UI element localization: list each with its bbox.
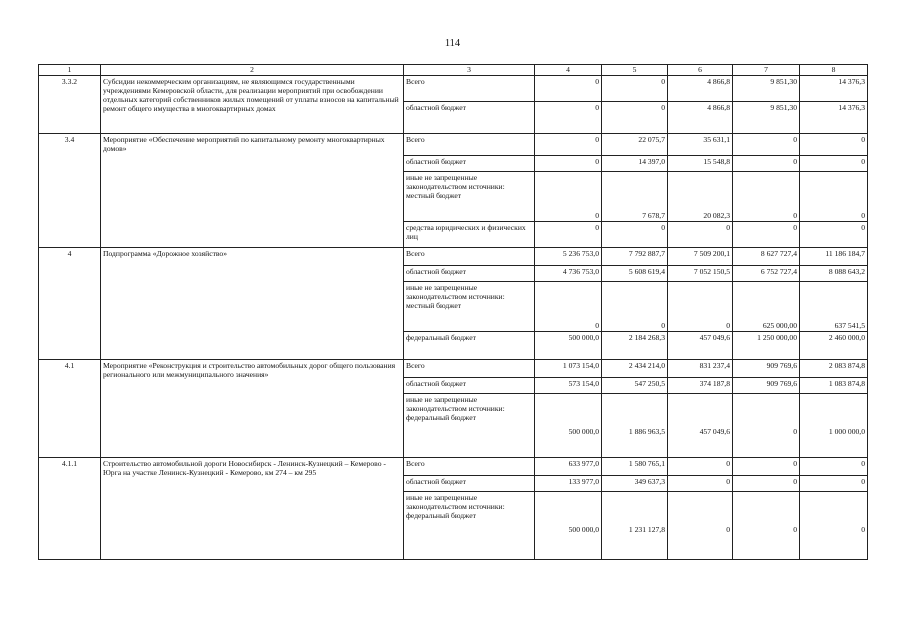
value-cell: 1 000 000,0 <box>800 394 868 458</box>
value-cell: 0 <box>535 222 602 248</box>
value-cell: 500 000,0 <box>535 332 602 360</box>
value-cell: 1 083 874,8 <box>800 378 868 394</box>
value-cell: 14 376,3 <box>800 102 868 134</box>
value-cell: 1 580 765,1 <box>602 458 668 476</box>
value-cell: 0 <box>535 172 602 222</box>
local-budget-label: местный бюджет <box>406 191 462 201</box>
table-row <box>39 248 868 266</box>
local-budget-label: местный бюджет <box>406 301 462 311</box>
federal-budget-label: федеральный бюджет <box>406 413 476 423</box>
value-cell: 457 049,6 <box>668 394 733 458</box>
value-cell: 0 <box>535 102 602 134</box>
value-cell: 0 <box>800 476 868 492</box>
other-sources-label: иные не запрещенные законодательством источники: <box>406 283 505 302</box>
value-cell: 5 236 753,0 <box>535 248 602 266</box>
row-name: Строительство автомобильной дороги Новосибирск - Ленинск-Кузнецкий – Кемерово - Юрга на участке Ленинск-Кузнецкий - Кемерово, км 274 – км 295 <box>101 458 404 560</box>
source-label: Всего <box>404 134 535 156</box>
value-cell: 1 073 154,0 <box>535 360 602 378</box>
federal-budget-label: федеральный бюджет <box>406 511 476 521</box>
value-cell: 0 <box>668 492 733 560</box>
value-cell: 0 <box>733 492 800 560</box>
value-cell: 0 <box>602 102 668 134</box>
source-label <box>404 172 535 222</box>
row-code: 4.1 <box>39 360 101 458</box>
value-cell: 633 977,0 <box>535 458 602 476</box>
value-cell: 7 792 887,7 <box>602 248 668 266</box>
value-cell: 0 <box>800 172 868 222</box>
value-cell: 0 <box>535 282 602 332</box>
row-code: 4.1.1 <box>39 458 101 560</box>
value-cell: 0 <box>535 134 602 156</box>
source-label: Всего <box>404 76 535 102</box>
table-row <box>39 134 868 156</box>
value-cell: 0 <box>800 492 868 560</box>
value-cell: 1 886 963,5 <box>602 394 668 458</box>
value-cell: 0 <box>733 156 800 172</box>
row-code: 3.4 <box>39 134 101 248</box>
table-row <box>39 458 868 476</box>
row-name: Подпрограмма «Дорожное хозяйство» <box>101 248 404 360</box>
column-number: 8 <box>800 65 868 76</box>
value-cell: 7 509 200,1 <box>668 248 733 266</box>
source-label: средства юридических и физических лиц <box>404 222 535 248</box>
value-cell: 15 548,8 <box>668 156 733 172</box>
table-row <box>39 360 868 378</box>
value-cell: 22 075,7 <box>602 134 668 156</box>
table-row <box>39 76 868 102</box>
value-cell: 9 851,30 <box>733 76 800 102</box>
value-cell: 547 250,5 <box>602 378 668 394</box>
page-number: 114 <box>444 38 461 49</box>
other-sources-label: иные не запрещенные законодательством источники: <box>406 173 505 192</box>
value-cell: 0 <box>668 222 733 248</box>
value-cell: 6 752 727,4 <box>733 266 800 282</box>
value-cell: 0 <box>668 282 733 332</box>
value-cell: 133 977,0 <box>535 476 602 492</box>
source-label: Всего <box>404 248 535 266</box>
value-cell: 2 184 268,3 <box>602 332 668 360</box>
column-number: 1 <box>39 65 101 76</box>
value-cell: 4 866,8 <box>668 102 733 134</box>
value-cell: 0 <box>800 222 868 248</box>
value-cell: 0 <box>800 134 868 156</box>
value-cell: 2 083 874,8 <box>800 360 868 378</box>
value-cell: 500 000,0 <box>535 394 602 458</box>
other-sources-label: иные не запрещенные законодательством источники: <box>406 395 505 414</box>
column-number: 2 <box>101 65 404 76</box>
value-cell: 8 088 643,2 <box>800 266 868 282</box>
column-number: 3 <box>404 65 535 76</box>
value-cell: 20 082,3 <box>668 172 733 222</box>
source-label: Всего <box>404 360 535 378</box>
source-label: областной бюджет <box>404 476 535 492</box>
source-label: областной бюджет <box>404 102 535 134</box>
value-cell: 5 608 619,4 <box>602 266 668 282</box>
value-cell: 0 <box>668 458 733 476</box>
value-cell: 11 186 184,7 <box>800 248 868 266</box>
value-cell: 1 231 127,8 <box>602 492 668 560</box>
column-number-row <box>39 65 868 76</box>
column-number: 7 <box>733 65 800 76</box>
column-number: 6 <box>668 65 733 76</box>
value-cell: 0 <box>733 172 800 222</box>
row-name: Мероприятие «Реконструкция и строительство автомобильных дорог общего пользования регионального или межмуниципального значения» <box>101 360 404 458</box>
value-cell: 35 631,1 <box>668 134 733 156</box>
value-cell: 0 <box>800 458 868 476</box>
value-cell: 0 <box>733 394 800 458</box>
source-label: областной бюджет <box>404 378 535 394</box>
source-label: областной бюджет <box>404 156 535 172</box>
value-cell: 0 <box>535 156 602 172</box>
value-cell: 909 769,6 <box>733 378 800 394</box>
value-cell: 637 541,5 <box>800 282 868 332</box>
value-cell: 625 000,00 <box>733 282 800 332</box>
value-cell: 14 397,0 <box>602 156 668 172</box>
source-label <box>404 394 535 458</box>
column-number: 4 <box>535 65 602 76</box>
budget-table <box>38 64 868 560</box>
value-cell: 8 627 727,4 <box>733 248 800 266</box>
value-cell: 0 <box>668 476 733 492</box>
value-cell: 1 250 000,00 <box>733 332 800 360</box>
value-cell: 831 237,4 <box>668 360 733 378</box>
value-cell: 0 <box>535 76 602 102</box>
value-cell: 0 <box>733 134 800 156</box>
row-name: Мероприятие «Обеспечение мероприятий по капитальному ремонту многоквартирных домов» <box>101 134 404 248</box>
value-cell: 500 000,0 <box>535 492 602 560</box>
value-cell: 4 866,8 <box>668 76 733 102</box>
value-cell: 14 376,3 <box>800 76 868 102</box>
value-cell: 0 <box>602 282 668 332</box>
column-number: 5 <box>602 65 668 76</box>
value-cell: 374 187,8 <box>668 378 733 394</box>
value-cell: 457 049,6 <box>668 332 733 360</box>
source-label: федеральный бюджет <box>404 332 535 360</box>
row-name: Субсидии некоммерческим организациям, не являющимся государственными учреждениями Кемеровской области, для реализации мероприятий при освобождении отдельных категорий собственников жилых помещений от уплаты взносов на капитальный ремонт общего имущества в многоквартирных домах <box>101 76 404 134</box>
row-code: 4 <box>39 248 101 360</box>
value-cell: 573 154,0 <box>535 378 602 394</box>
source-label: областной бюджет <box>404 266 535 282</box>
value-cell: 0 <box>602 222 668 248</box>
row-code: 3.3.2 <box>39 76 101 134</box>
value-cell: 0 <box>800 156 868 172</box>
source-label <box>404 282 535 332</box>
value-cell: 9 851,30 <box>733 102 800 134</box>
value-cell: 0 <box>733 222 800 248</box>
value-cell: 0 <box>602 76 668 102</box>
value-cell: 7 052 150,5 <box>668 266 733 282</box>
value-cell: 0 <box>733 476 800 492</box>
value-cell: 0 <box>733 458 800 476</box>
value-cell: 2 460 000,0 <box>800 332 868 360</box>
value-cell: 7 678,7 <box>602 172 668 222</box>
value-cell: 4 736 753,0 <box>535 266 602 282</box>
source-label <box>404 492 535 560</box>
value-cell: 2 434 214,0 <box>602 360 668 378</box>
other-sources-label: иные не запрещенные законодательством источники: <box>406 493 505 512</box>
value-cell: 349 637,3 <box>602 476 668 492</box>
value-cell: 909 769,6 <box>733 360 800 378</box>
source-label: Всего <box>404 458 535 476</box>
